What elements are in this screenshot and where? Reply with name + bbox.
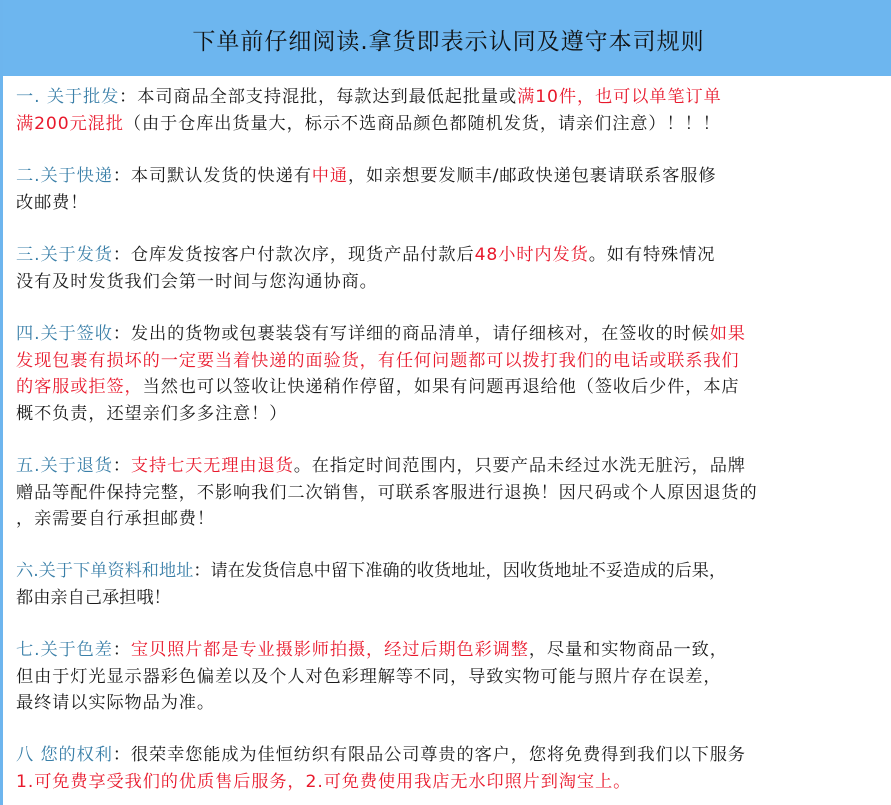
section-shipping <box>16 242 715 295</box>
text-line <box>16 269 715 296</box>
text-line <box>16 242 715 269</box>
text-line <box>16 769 746 796</box>
body-text: ： <box>112 640 131 660</box>
text-line <box>16 506 758 533</box>
section-customer-rights <box>16 742 746 795</box>
body-text: 当然也可以签收让快递稍作停留，如果有问题再退给他（签收后少件，本店 <box>142 377 740 397</box>
section-wholesale <box>16 84 722 137</box>
body-text: ： <box>112 456 131 476</box>
body-text: 但由于灯光显示器彩色偏差以及个人对色彩理解等不同，导致实物可能与照片存在误差， <box>16 666 722 687</box>
body-text: ，亲需要自行承担邮费！ <box>16 509 215 529</box>
highlighted-text: 48小时内发货 <box>474 245 589 265</box>
body-text: 概不负责，还望亲们多多注意！） <box>16 403 288 424</box>
section-returns <box>16 453 758 533</box>
section-heading: 三.关于发货 <box>16 245 113 265</box>
body-text: 最终请以实际物品为准。 <box>16 693 215 713</box>
body-text: 都由亲自己承担哦！ <box>16 587 171 608</box>
text-line <box>16 401 746 428</box>
text-line <box>16 84 722 111</box>
highlighted-text: 满200元混批 <box>16 113 124 134</box>
body-text: ，尽量和实物商品一致， <box>528 640 728 660</box>
section-order-info <box>16 558 726 611</box>
body-text: （由于仓库出货量大，标示不选商品颜色都随机发货，请亲们注意）！！！ <box>123 113 721 134</box>
section-heading: 一. 关于批发 <box>16 87 120 107</box>
highlighted-text: 发现包裹有损坏的一定要当着快递的面验货，有任何问题都可以拨打我们的电话或联系我们 <box>16 350 740 371</box>
text-line <box>16 480 758 507</box>
body-text: ，如亲想要发顺丰/邮政快递包裹请联系客服修 <box>347 166 717 186</box>
section-heading: 五.关于退货 <box>16 456 113 476</box>
highlighted-text: 宝贝照片都是专业摄影师拍摄，经过后期色彩调整 <box>130 640 529 660</box>
body-text: ：本司默认发货的快递有 <box>112 166 312 186</box>
text-line <box>16 558 726 585</box>
text-line <box>16 321 746 348</box>
text-line <box>16 190 716 217</box>
text-line <box>16 742 746 769</box>
section-heading: 六.关于下单资料和地址 <box>16 561 194 581</box>
text-line <box>16 163 716 190</box>
body-text: 没有及时发货我们会第一时间与您沟通协商。 <box>16 271 378 292</box>
text-line <box>16 453 758 480</box>
text-line <box>16 374 746 401</box>
body-text: ：请在发货信息中留下准确的收货地址，因收货地址不妥造成的后果， <box>193 561 727 581</box>
highlighted-text: 如果 <box>709 324 746 344</box>
highlighted-text: 的客服或拒签， <box>16 377 143 397</box>
body-text: 。在指定时间范围内，只要产品未经过水洗无脏污，品牌 <box>293 456 746 476</box>
section-express <box>16 163 716 216</box>
body-text: 赠品等配件保持完整，不影响我们二次销售，可联系客服进行退换！因尺码或个人原因退货的 <box>16 482 758 503</box>
body-text: 。如有特殊情况 <box>588 245 716 265</box>
section-heading: 四.关于签收 <box>16 324 113 344</box>
text-line <box>16 690 728 717</box>
text-line <box>16 637 728 664</box>
section-color-difference <box>16 637 728 717</box>
highlighted-text: 满10件，也可以单笔订单 <box>517 87 722 107</box>
section-receipt <box>16 321 746 427</box>
body-text: ：仓库发货按客户付款次序，现货产品付款后 <box>112 245 475 265</box>
body-text: ：本司商品全部支持混批，每款达到最低起批量或 <box>119 87 518 107</box>
section-heading: 二.关于快递 <box>16 166 113 186</box>
highlighted-text: 1.可免费享受我们的优质售后服务，2.可免费使用我店无水印照片到淘宝上。 <box>16 771 632 792</box>
highlighted-text: 中通 <box>311 166 348 186</box>
text-line <box>16 664 728 691</box>
section-heading: 七.关于色差 <box>16 640 113 660</box>
text-line <box>16 111 722 138</box>
notice-header-banner <box>3 0 891 76</box>
highlighted-text: 支持七天无理由退货 <box>130 456 294 476</box>
body-text: ：发出的货物或包裹装袋有写详细的商品清单，请仔细核对，在签收的时候 <box>112 324 710 344</box>
section-heading: 八 您的权利 <box>16 745 113 765</box>
body-text: ：很荣幸您能成为佳恒纺织有限品公司尊贵的客户，您将免费得到我们以下服务 <box>112 745 746 765</box>
notice-title: 下单前仔细阅读.拿货即表示认同及遵守本司规则 <box>192 28 705 55</box>
body-text: 改邮费！ <box>16 192 89 213</box>
text-line <box>16 585 726 612</box>
text-line <box>16 348 746 375</box>
